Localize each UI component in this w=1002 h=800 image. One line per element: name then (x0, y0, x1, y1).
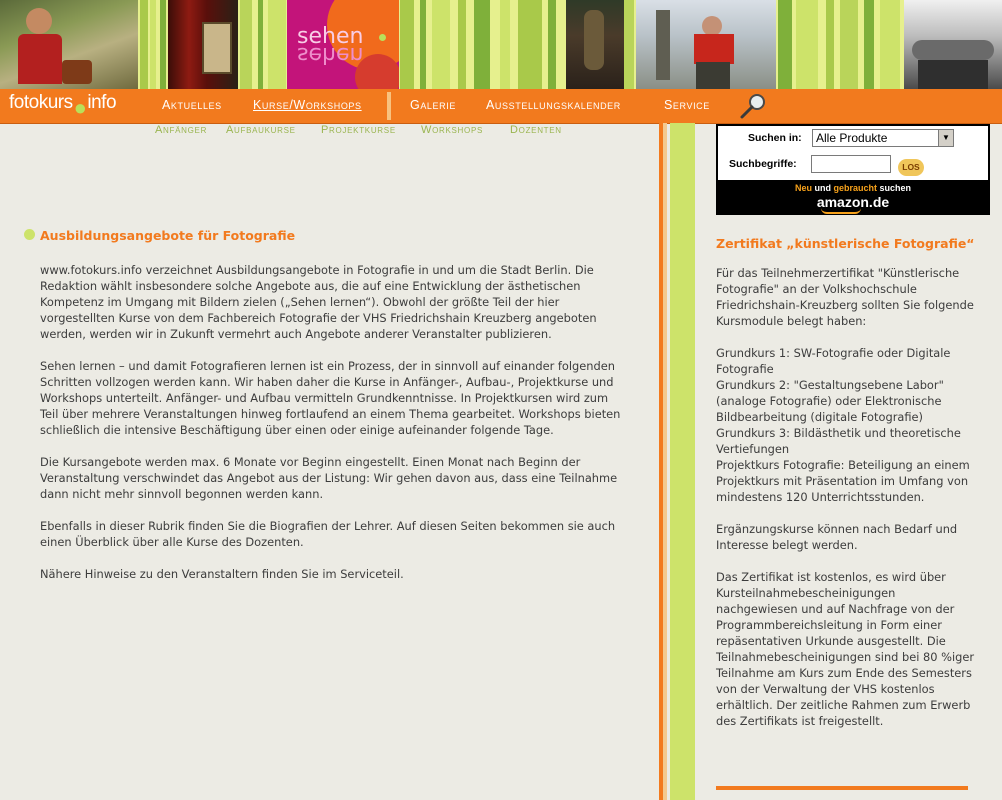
header-banner (0, 0, 1002, 90)
banner-stripe (518, 0, 542, 89)
banner-stripe (140, 0, 148, 89)
content-paragraph: Ebenfalls in dieser Rubrik finden Sie die Biografien der Lehrer. Auf diesen Seiten bekommen sie auch einen Überblick über alle Kurse des Dozenten. (40, 519, 616, 549)
sidebar-divider (716, 786, 968, 790)
content-paragraph: Sehen lernen – und damit Fotografieren lernen ist ein Prozess, der in sinnvoll auf einander folgenden Schritten vollzogen werden kann. Wir haben daher die Kurse in Anfänger-, Aufbau-, Projektkurse und Workshops unterteilt. Anfänger- und Aufbau vermitteln Grundkenntnisse. In Projektkursen wird zum Teil über mehrere Veranstaltungen hinweg fortlaufend an einem Thema gearbeitet. Workshops bieten schließlich die intensive Beschäftigung über einen oder einige aufeinander folgende Tage. (40, 359, 621, 437)
banner-stripe (458, 0, 466, 89)
subnav-item-anfaenger[interactable]: Anfänger (155, 124, 208, 136)
site-logo[interactable] (9, 92, 117, 120)
logo-dot-icon: ● (73, 95, 87, 120)
search-go-button[interactable]: LOS (898, 159, 924, 176)
banner-stripe (500, 0, 510, 89)
banner-stripe (400, 0, 414, 89)
sidebar-paragraph: Ergänzungskurse können nach Bedarf und Interesse belegt werden. (716, 522, 958, 552)
logo-text-right: info (87, 92, 117, 113)
amazon-tagline (716, 183, 990, 193)
chevron-down-icon[interactable]: ▼ (938, 130, 953, 146)
statue-photo (566, 0, 624, 89)
sehen-logo-tile (287, 0, 399, 89)
banner-stripe (268, 0, 286, 89)
tag-used: gebraucht (833, 183, 878, 193)
banner-stripe (258, 0, 263, 89)
sidebar-content (716, 265, 978, 745)
amazon-search-widget (716, 124, 990, 215)
subnav-item-workshops[interactable]: Workshops (421, 124, 484, 136)
content-paragraph: www.fotokurs.info verzeichnet Ausbildungsangebote in Fotografie in und um die Stadt Berlin. Die Redaktion wählt insbesondere solche Angebote aus, die auf eine Entwicklung der ästhetischen Kompetenz im Umgang mit Bildern zielen („Sehen lernen“). Obwohl der größte Teil der hier vorgestellten Kurse von dem Fachbereich Fotografie der VHS Friedrichshain Kreuzberg angeboten werden, werden wir in Zukunft vermehrt auch Angebote anderer Veranstalter publizieren. (40, 263, 597, 341)
banner-stripe (432, 0, 450, 89)
banner-stripe (880, 0, 900, 89)
content-paragraph: Nähere Hinweise zu den Veranstaltern finden Sie im Serviceteil. (40, 567, 404, 581)
sidebar-title: Zertifikat „künstlerische Fotografie“ (716, 236, 975, 251)
amazon-smile-icon (821, 208, 861, 214)
banner-stripe (548, 0, 556, 89)
street-performer-photo (636, 0, 776, 89)
keywords-input[interactable] (811, 155, 891, 173)
decorative-stripe (670, 123, 695, 800)
crowd-bw-photo (904, 0, 1002, 89)
nav-item-service[interactable]: Service (664, 98, 710, 112)
banner-stripe (796, 0, 818, 89)
banner-stripe (826, 0, 834, 89)
sidebar-paragraph: Für das Teilnehmerzertifikat "Künstlerische Fotografie" an der Volkshochschule Friedrichshain-Kreuzberg sollten Sie folgende Kursmodule belegt haben: (716, 266, 974, 328)
tag-and: und (814, 183, 831, 193)
banner-stripe (864, 0, 874, 89)
amazon-search-form (718, 126, 988, 180)
banner-stripe (624, 0, 634, 89)
sehen-logo-text: sehen (297, 24, 364, 49)
search-category-select[interactable] (812, 129, 954, 147)
subnav-item-projektkurse[interactable]: Projektkurse (321, 124, 396, 136)
nav-item-galerie[interactable]: Galerie (410, 98, 456, 112)
tag-search: suchen (879, 183, 912, 193)
banner-stripe (840, 0, 858, 89)
woman-photo (0, 0, 138, 89)
nav-item-aktuelles[interactable]: Aktuelles (162, 98, 222, 112)
title-bullet-icon (24, 229, 35, 240)
curtain-photo (168, 0, 238, 89)
subnav-item-aufbaukurse[interactable]: Aufbaukurse (226, 124, 296, 136)
sidebar-paragraph: Das Zertifikat ist kostenlos, es wird über Kursteilnahmebescheinigungen nachgewiesen und auf Nachfrage von der Programmbereichsleitung in Form einer repäsentativen Urkunde ausgestellt. Die Teilnahmebescheinigungen sind bei 80 %iger Teilnahme am Kurs zum Ende des Semesters von der Verwaltung der VHS kostenlos erhältlich. Der zeitliche Rahmen zum Erwerb des Zertifikats ist freigestellt. (716, 570, 975, 728)
banner-stripe (778, 0, 792, 89)
column-divider (663, 123, 667, 800)
nav-separator (387, 92, 391, 120)
nav-item-kurse-workshops[interactable]: Kurse/Workshops (253, 98, 362, 112)
main-content (40, 262, 630, 598)
search-category-value: Alle Produkte (816, 131, 888, 145)
tag-new: Neu (794, 183, 812, 193)
banner-stripe (474, 0, 490, 89)
page-title: Ausbildungsangebote für Fotografie (40, 228, 296, 243)
keywords-label: Suchbegriffe: (729, 158, 797, 170)
amazon-logo[interactable]: amazon.de (816, 194, 890, 210)
sehen-logo-text-mirrored: sehen (297, 42, 364, 67)
sidebar-paragraph: Grundkurs 1: SW-Fotografie oder Digitale Fotografie Grundkurs 2: "Gestaltungsebene Labor" (analoge Fotografie) oder Elektronische Bildbearbeitung (digitale Fotografie) Grundkurs 3: Bildästhetik und theoretische Vertiefungen Projektkurs Fotografie: Beteiligung an einem Projektkurs mit Präsentation im Umfang von mindestens 120 Unterrichtsstunden. (716, 346, 970, 504)
content-paragraph: Die Kursangebote werden max. 6 Monate vor Beginn eingestellt. Einen Monat nach Beginn der Veranstaltung verschwindet das Angebot aus der Listung: Wir gehen davon aus, dass eine Teilnahme dann nicht mehr sinnvoll begonnen werden kann. (40, 455, 618, 501)
magnifier-icon[interactable] (738, 92, 768, 120)
banner-stripe (160, 0, 166, 89)
nav-item-ausstellungskalender[interactable]: Ausstellungskalender (486, 98, 621, 112)
banner-stripe (240, 0, 252, 89)
search-in-label: Suchen in: (748, 132, 802, 144)
logo-text-left: fotokurs (9, 92, 73, 113)
banner-stripe (150, 0, 156, 89)
banner-stripe (420, 0, 426, 89)
subnav-item-dozenten[interactable]: Dozenten (510, 124, 562, 136)
main-navigation (0, 89, 1002, 124)
